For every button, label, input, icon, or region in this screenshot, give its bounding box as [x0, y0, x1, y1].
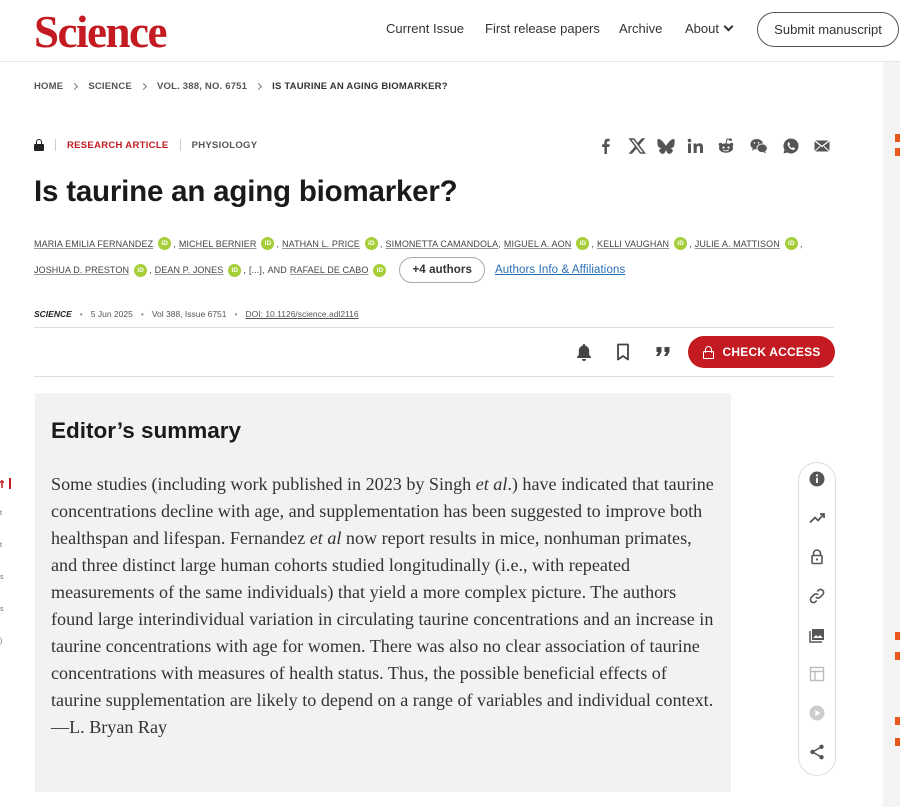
- orcid-icon[interactable]: iD: [576, 237, 589, 250]
- editors-summary: [35, 393, 731, 792]
- side-menu-edge-mark: ): [0, 638, 3, 645]
- lock-icon: [34, 139, 44, 151]
- breadcrumb-volume[interactable]: VOL. 388, NO. 6751: [156, 81, 248, 92]
- wechat-icon[interactable]: [750, 137, 768, 155]
- email-icon[interactable]: [813, 137, 831, 155]
- breadcrumb-current: IS TAURINE AN AGING BIOMARKER?: [272, 81, 448, 92]
- breadcrumb-science[interactable]: SCIENCE: [88, 81, 132, 92]
- figures-icon[interactable]: [808, 626, 826, 644]
- chevron-down-icon: [724, 22, 734, 32]
- check-access-button[interactable]: [688, 336, 835, 368]
- link-icon[interactable]: [808, 587, 826, 605]
- authors-line-2: JOSHUA D. PRESTON iD , DEAN P. JONES iD , [...] , AND RAFAEL DE CABO iD +4 authors Authors Info & Affiliations: [34, 257, 625, 283]
- divider: [34, 376, 834, 377]
- panel-mark: [895, 738, 900, 746]
- facebook-icon[interactable]: [597, 137, 615, 155]
- article-title: Is taurine an aging biomarker?: [34, 175, 458, 208]
- orcid-icon[interactable]: iD: [365, 237, 378, 250]
- breadcrumb-home[interactable]: HOME: [34, 81, 64, 92]
- and-label: AND: [267, 265, 287, 275]
- orcid-icon[interactable]: iD: [228, 264, 241, 277]
- tables-icon[interactable]: [808, 665, 826, 683]
- authors-line-1: MARIA EMILIA FERNANDEZ iD , MICHEL BERNIER iD , NATHAN L. PRICE iD , SIMONETTA CAMANDOLA , MIGUEL A. AON iD , KELLI VAUGHAN iD , JULIE A. MATTISON iD ,: [34, 238, 803, 249]
- article-tools-rail: [798, 462, 836, 776]
- x-icon[interactable]: [628, 137, 646, 155]
- volume-issue[interactable]: Vol 388, Issue 6751: [151, 309, 227, 319]
- nav-about[interactable]: [685, 21, 732, 36]
- summary-text: Some studies (including work published in 2023 by Singh et al.) have indicated that taurine concentrations decline with age, and supplementation has been suggested to improve both healthspan and lifespan. Fernandez et al now report results in mice, nonhuman primates, and three distinct large human cohorts studied longitudinally (i.e., with repeated measurements of the same individuals) that yield a more complex picture. The authors found large interindividual variation in circulating taurine concentrations and an increase in taurine concentrations with age for women. There was also no clear association of taurine concentrations with measures of health status. Thus, the possible beneficial effects of taurine supplementation are likely to depend on a range of variables and individual context. —L. Bryan Ray: [51, 474, 714, 737]
- publication-date: 5 Jun 2025: [90, 309, 133, 319]
- panel-mark: [895, 717, 900, 725]
- article-meta-row: [34, 139, 257, 151]
- panel-mark: [895, 652, 900, 660]
- authors-affiliations-link[interactable]: Authors Info & Affiliations: [494, 264, 626, 276]
- publication-info: SCIENCE • 5 Jun 2025 • Vol 388, Issue 6751 • DOI: 10.1126/science.adl2116: [34, 309, 359, 319]
- side-menu-edge-mark: s: [0, 574, 4, 581]
- divider: [55, 139, 56, 151]
- right-side-panel-edge: [883, 62, 900, 807]
- metrics-icon[interactable]: [808, 509, 826, 527]
- panel-mark: [895, 134, 900, 142]
- whatsapp-icon[interactable]: [782, 137, 800, 155]
- submit-manuscript-button[interactable]: Submit manuscript: [757, 12, 899, 47]
- side-menu-edge-mark: s: [0, 606, 4, 613]
- orcid-icon[interactable]: iD: [261, 237, 274, 250]
- share-icon[interactable]: [808, 743, 826, 761]
- breadcrumb: [34, 81, 448, 92]
- bell-icon[interactable]: [574, 342, 594, 362]
- divider: [34, 327, 834, 328]
- author-link[interactable]: JULIE A. MATTISON: [694, 238, 780, 249]
- orcid-icon[interactable]: iD: [134, 264, 147, 277]
- science-logo[interactable]: Science: [34, 7, 166, 57]
- author-link[interactable]: MICHEL BERNIER: [178, 238, 257, 249]
- lock-icon: [703, 346, 714, 359]
- author-link[interactable]: MIGUEL A. AON: [503, 238, 572, 249]
- author-link[interactable]: RAFAEL DE CABO: [289, 265, 369, 275]
- nav-about-label: About: [685, 21, 719, 36]
- chevron-right-icon: [140, 83, 147, 90]
- panel-mark: [895, 632, 900, 640]
- article-subject[interactable]: PHYSIOLOGY: [191, 139, 258, 151]
- linkedin-icon[interactable]: [686, 137, 704, 155]
- chevron-right-icon: [255, 83, 262, 90]
- info-icon[interactable]: [808, 470, 826, 488]
- nav-first-release-papers[interactable]: First release papers: [485, 21, 600, 36]
- author-link[interactable]: SIMONETTA CAMANDOLA: [385, 238, 499, 249]
- panel-mark: [895, 148, 900, 156]
- chevron-right-icon: [71, 83, 78, 90]
- author-link[interactable]: KELLI VAUGHAN: [596, 238, 670, 249]
- reddit-icon[interactable]: [717, 137, 735, 155]
- cite-quote-icon[interactable]: [653, 342, 673, 362]
- access-lock-icon[interactable]: [808, 548, 826, 566]
- media-icon[interactable]: [808, 704, 826, 722]
- bookmark-icon[interactable]: [613, 342, 633, 362]
- side-menu-edge: [0, 476, 13, 492]
- divider: [180, 139, 181, 151]
- check-access-label: CHECK ACCESS: [722, 345, 821, 359]
- side-menu-edge-mark: t: [0, 542, 2, 549]
- nav-current-issue[interactable]: Current Issue: [386, 21, 465, 36]
- author-link[interactable]: MARIA EMILIA FERNANDEZ: [34, 238, 154, 249]
- authors-ellipsis: [...]: [248, 265, 262, 275]
- orcid-icon[interactable]: iD: [373, 264, 386, 277]
- bluesky-icon[interactable]: [657, 137, 675, 155]
- summary-heading: Editor’s summary: [51, 418, 242, 443]
- side-menu-edge-mark: t: [0, 510, 2, 517]
- doi-link[interactable]: DOI: 10.1126/science.adl2116: [245, 309, 359, 319]
- author-link[interactable]: NATHAN L. PRICE: [282, 238, 360, 249]
- author-link[interactable]: DEAN P. JONES: [154, 265, 224, 275]
- orcid-icon[interactable]: iD: [674, 237, 687, 250]
- site-header: [0, 0, 900, 62]
- orcid-icon[interactable]: iD: [158, 237, 171, 250]
- orcid-icon[interactable]: iD: [785, 237, 798, 250]
- nav-archive[interactable]: Archive: [619, 21, 663, 36]
- article-type: RESEARCH ARTICLE: [67, 139, 169, 151]
- journal-name: SCIENCE: [34, 309, 72, 319]
- more-authors-button[interactable]: +4 authors: [399, 257, 484, 283]
- author-link[interactable]: JOSHUA D. PRESTON: [34, 265, 130, 275]
